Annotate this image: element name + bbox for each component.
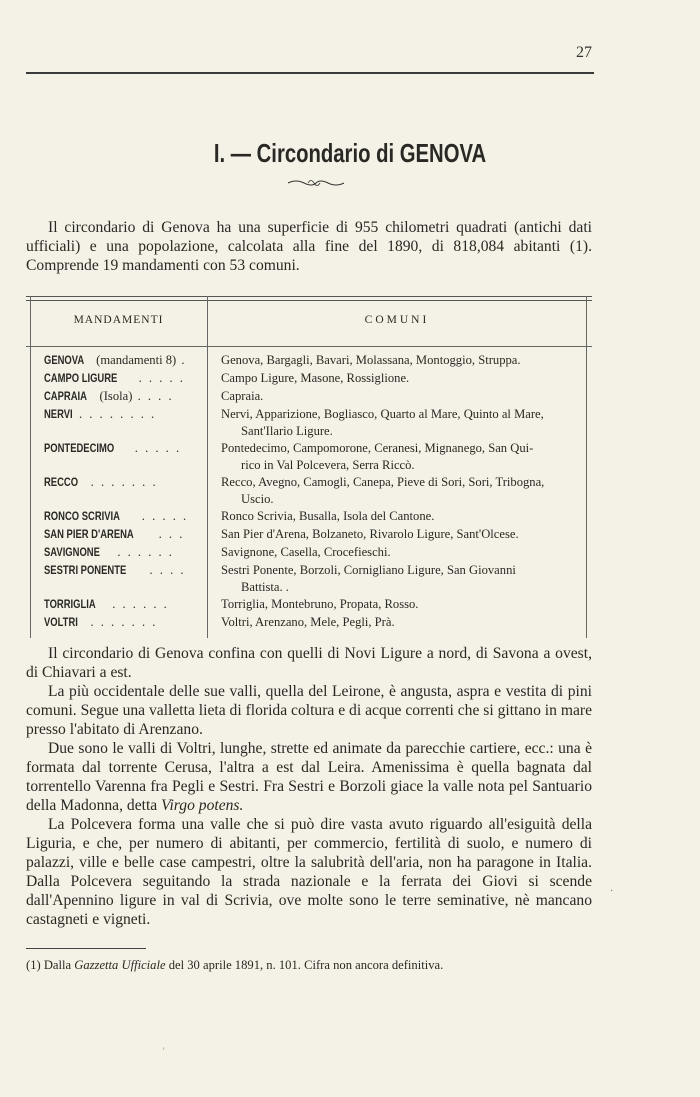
mandamento-cell xyxy=(44,352,204,370)
table-header-rule xyxy=(26,346,592,347)
ink-speck: ˒ xyxy=(162,1042,166,1053)
comuni-text: Voltri, Arenzano, Mele, Pegli, Prà. xyxy=(221,615,395,629)
mandamento-name: RECCO xyxy=(44,477,79,489)
footnote-rule xyxy=(26,948,146,949)
comuni-text: Capraia. xyxy=(221,389,264,403)
mandamento-name: TORRIGLIA xyxy=(44,599,96,611)
body-paragraph-3-text: Due sono le valli di Voltri, lunghe, strette ed animate da parecchie cartiere, ecc.: una è formata dal torrente Cerusa, l'altra a est dal Leira. Amenissima è quella bagnata dal torrentello Varenna fra Pegli e Sestri. Fra Sestri e Borzoli giace la valle nota pel Santuario della Madonna, detta xyxy=(26,740,592,814)
comuni-cell xyxy=(221,370,573,387)
comuni-cell xyxy=(221,544,573,561)
body-paragraph-3-italic: Virgo potens. xyxy=(161,797,244,814)
comuni-text: Ronco Scrivia, Busalla, Isola del Cantone. xyxy=(221,509,435,523)
leader-dots: . . . xyxy=(153,527,185,541)
comuni-text: Sestri Ponente, Borzoli, Cornigliano Ligure, San Giovanni xyxy=(221,563,516,577)
comuni-text: Pontedecimo, Campomorone, Ceranesi, Mignanego, San Qui- xyxy=(221,441,534,455)
table-rule-top xyxy=(26,296,592,297)
comuni-text: Recco, Avegno, Camogli, Canepa, Pieve di Sori, Sori, Tribogna, xyxy=(221,475,545,489)
mandamento-cell xyxy=(44,474,204,492)
mandamento-name: SESTRI PONENTE xyxy=(44,565,127,577)
comuni-cell xyxy=(221,474,573,508)
table-column-divider xyxy=(207,296,208,638)
mandamento-suffix: (Isola) xyxy=(96,389,133,403)
body-paragraph-4: La Polcevera forma una valle che si può dire vasta avuto riguardo all'esiguità della Liguria, e che, per numero di abitanti, per commercio, fertilità di suolo, e numero di palazzi, ville e belle case campestri, oltre la salubrità dell'aria, non ha paragone in Italia. Dalla Polcevera seguitando la strada nazionale e la ferrata dei Giovi si scende dall'Apennino ligure in val di Scrivia, ove molte sono le terre seminative, nè mancano castagneti e vigneti. xyxy=(26,816,592,928)
header-mandamenti: MANDAMENTI xyxy=(73,314,164,326)
comuni-cell xyxy=(221,388,573,405)
comuni-cell xyxy=(221,352,573,369)
comuni-text: Nervi, Apparizione, Bogliasco, Quarto al Mare, Quinto al Mare, xyxy=(221,407,544,421)
mandamento-name: NERVI xyxy=(44,409,73,421)
chapter-title: I. — Circondario di GENOVA xyxy=(213,138,487,168)
mandamento-name: VOLTRI xyxy=(44,617,78,629)
leader-dots: . . . . . . . xyxy=(85,475,158,489)
comuni-continuation: rico in Val Polcevera, Serra Riccò. xyxy=(241,458,415,472)
mandamenti-table xyxy=(26,296,592,638)
comuni-cell xyxy=(221,614,573,631)
mandamento-name: SAN PIER D'ARENA xyxy=(44,529,134,541)
margin-dot: · xyxy=(610,886,614,897)
mandamento-cell xyxy=(44,614,204,632)
leader-dots: . . . . . xyxy=(136,509,189,523)
footnote-pre: (1) Dalla xyxy=(26,958,75,972)
mandamento-name: PONTEDECIMO xyxy=(44,443,115,455)
leader-dots: . xyxy=(176,353,187,367)
comuni-text: Campo Ligure, Masone, Rossiglione. xyxy=(221,371,410,385)
mandamento-cell xyxy=(44,388,204,406)
mandamento-name: RONCO SCRIVIA xyxy=(44,511,120,523)
comuni-cell xyxy=(221,562,573,596)
body-paragraph-2: La più occidentale delle sue valli, quella del Leirone, è angusta, aspra e vestita di pini comuni. Segue una valletta lieta di florida coltura e di acque correnti che si gittano in mare presso l'abitato di Arenzano. xyxy=(26,683,592,738)
comuni-cell xyxy=(221,440,573,474)
leader-dots: . . . . . . . xyxy=(85,615,158,629)
mandamento-name: GENOVA xyxy=(44,355,85,367)
comuni-cell xyxy=(221,406,573,440)
body-text xyxy=(26,644,592,929)
comuni-text: San Pier d'Arena, Bolzaneto, Rivarolo Ligure, Sant'Olcese. xyxy=(221,527,519,541)
mandamento-cell xyxy=(44,370,204,388)
comuni-continuation: Uscio. xyxy=(241,492,274,506)
table-border-left xyxy=(30,296,31,638)
comuni-text: Torriglia, Montebruno, Propata, Rosso. xyxy=(221,597,419,611)
comuni-text: Genova, Bargagli, Bavari, Molassana, Montoggio, Struppa. xyxy=(221,353,521,367)
mandamento-cell xyxy=(44,526,204,544)
header-comuni: COMUNI xyxy=(364,314,430,326)
mandamento-cell xyxy=(44,508,204,526)
footnote-italic: Gazzetta Ufficiale xyxy=(74,958,166,972)
comuni-cell xyxy=(221,526,573,543)
leader-dots: . . . . . . . . xyxy=(78,407,157,421)
comuni-cell xyxy=(221,596,573,613)
leader-dots: . . . . . . xyxy=(107,597,169,611)
intro-text: Il circondario di Genova ha una superficie di 955 chilometri quadrati (antichi dati ufficiali) e una popolazione, calcolata alla fine del 1890, di 818,084 abitanti (1). Comprende 19 mandamenti con 53 comuni. xyxy=(26,219,592,274)
table-rule-top-inner xyxy=(26,300,592,301)
mandamento-cell xyxy=(44,406,204,424)
leader-dots: . . . . xyxy=(144,563,186,577)
mandamento-cell xyxy=(44,562,204,580)
leader-dots: . . . . . xyxy=(133,371,185,385)
mandamento-name: SAVIGNONE xyxy=(44,547,100,559)
comuni-continuation: Battista. . xyxy=(241,580,289,594)
body-paragraph-1: Il circondario di Genova confina con quelli di Novi Ligure a nord, di Savona a ovest, di Chiavari a est. xyxy=(26,645,592,681)
mandamento-name: CAPRAIA xyxy=(44,391,87,403)
mandamento-suffix: (mandamenti 8) xyxy=(93,353,177,367)
header-rule xyxy=(26,72,594,74)
footnote-post: del 30 aprile 1891, n. 101. Cifra non ancora definitiva. xyxy=(165,958,444,972)
leader-dots: . . . . . xyxy=(129,441,182,455)
mandamento-cell xyxy=(44,544,204,562)
mandamento-cell xyxy=(44,440,204,458)
comuni-cell xyxy=(221,508,573,525)
ornament-flourish xyxy=(286,176,346,188)
mandamento-name: CAMPO LIGURE xyxy=(44,373,118,385)
table-border-right xyxy=(586,296,587,638)
comuni-text: Savignone, Casella, Crocefieschi. xyxy=(221,545,391,559)
mandamento-cell xyxy=(44,596,204,614)
intro-paragraph xyxy=(26,218,592,275)
page-number: 27 xyxy=(576,44,592,61)
leader-dots: . . . . . . xyxy=(112,545,174,559)
body-paragraph-3 xyxy=(26,739,592,815)
footnote xyxy=(26,958,592,973)
comuni-continuation: Sant'Ilario Ligure. xyxy=(241,424,333,438)
leader-dots: . . . . xyxy=(132,389,174,403)
